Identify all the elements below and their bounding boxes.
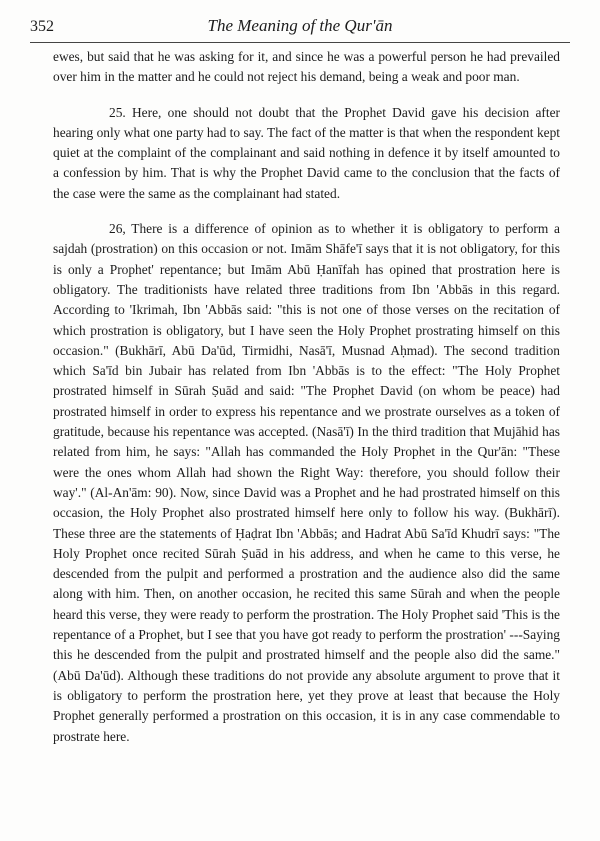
paragraph-note-25: 25. Here, one should not doubt that the Prophet David gave his decision after hearing only what one party had to say. The fact of the matter is that when the respondent kept quiet at the complaint of the complainant and said nothing in defence it by itself amounted to a confession by him. That is why the Prophet David came to the conclusion that the facts of the case were the same as the complainant had stated. — [53, 104, 560, 201]
body-text — [53, 47, 560, 747]
header-rule — [30, 42, 570, 43]
paragraph-continuation: ewes, but said that he was asking for it, and since he was a powerful person he had prevailed over him in the matter and he could not reject his demand, being a weak and poor man. — [53, 49, 560, 85]
page-number: 352 — [30, 18, 54, 35]
running-title: The Meaning of the Qur'ān — [207, 16, 393, 35]
page-header — [30, 14, 570, 38]
paragraph-note-26: 26, There is a difference of opinion as to whether it is obligatory to perform a sajdah (prostration) on this occasion or not. Imām Shāfe'ī says that it is not obligatory, for this is only a Prophet' repentance; but Imām Abū Ḥanīfah has opined that prostration here is obligatory. The traditionists have related three traditions from Ibn 'Abbās in this regard. According to 'Ikrimah, Ibn 'Abbās said: "this is not one of those verses on the recitation of which prostration is obligatory, but I have seen the Holy Prophet prostrating himself on this occasion." (Bukhārī, Abū Da'ūd, Tirmidhi, Nasā'ī, Musnad Aḥmad). The second tradition which Sa'īd bin Jubair has related from Ibn 'Abbās is to the effect: "The Holy Prophet prostrated himself in Sūrah Ṣuād and said: "The Prophet David (on whom be peace) had prostrated himself in order to express his repentance and we prostrate ourselves as a token of gratitude, because his repentance was accepted. (Nasā'ī) In the third tradition that Mujāhid has related from him, he says: "Allah has commanded the Holy Prophet in the Qur'ān: "These were the ones whom Allah had shown the Right Way: therefore, you should follow their way'." (Al-An'ām: 90). Now, since David was a Prophet and he had prostrated himself on this occasion, the Holy Prophet also prostrated himself here only to follow his way. (Bukhārī). These three are the statements of Ḥaḍrat Ibn 'Abbās; and Hadrat Abū Sa'īd Khudrī says: "The Holy Prophet once recited Sūrah Ṣuād in his address, and when he came to this verse, he descended from the pulpit and performed a prostration and the audience also did the same along with him. Then, on another occasion, he recited this same Sūrah and when the people heard this verse, they were ready to perform the prostration. The Holy Prophet said 'This is the repentance of a Prophet, but I see that you have got ready to perform the prostration' ---Saying this he descended from the pulpit and prostrated himself and the people also did the same." (Abū Da'ūd). Although these traditions do not provide any absolute argument to prove that it is obligatory to perform the prostration here, yet they prove at least that because the Holy Prophet generally performed a prostration on this occasion, it is in any case commendable to prostrate here. — [53, 221, 560, 744]
